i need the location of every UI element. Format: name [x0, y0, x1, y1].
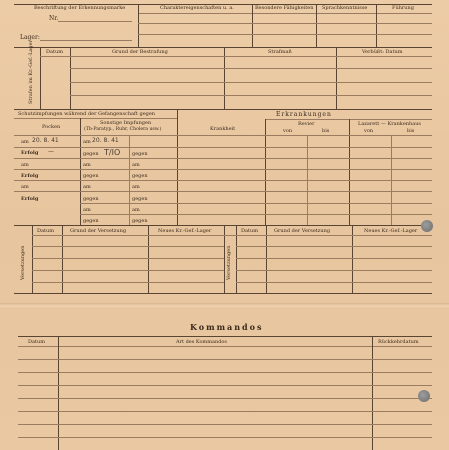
- strafen-side-label: Strafen im Kr.-Gef.-Lager: [28, 40, 34, 104]
- vers-hline-2: [32, 258, 224, 259]
- impf-sonst-gegen-3b: gegen: [132, 196, 148, 202]
- impf-sonstige-date: 20. 8. 41: [92, 137, 119, 144]
- kom-col-art: Art des Kommandos: [176, 339, 227, 345]
- erkrankungen-header: Erkrankungen: [276, 111, 332, 118]
- vers-r-col-datum: Datum: [241, 228, 258, 234]
- impf-row-line-4: [14, 180, 177, 181]
- impf-sonst-am-3b: am: [132, 184, 140, 190]
- impf-col-sonstige: Sonstige Impfungen: [100, 120, 152, 126]
- erk-hline-cols: [177, 135, 432, 136]
- top-bottom: [14, 47, 432, 48]
- vers-hline-8: [236, 282, 432, 283]
- col-charakter: Charaktereigenschaften u. a.: [160, 5, 234, 11]
- impf-sonst-gegen-4: gegen: [83, 218, 99, 224]
- mid-bottom: [14, 225, 432, 226]
- erk-revier-von: von: [283, 128, 293, 134]
- punch-hole-bottom: [418, 390, 430, 402]
- vers-r-col-neues: Neues Kr.-Gef.-Lager: [364, 228, 418, 234]
- erk-col-krankheit: Krankheit: [210, 126, 236, 132]
- strafen-bottom: [14, 109, 432, 110]
- impf-row-line-7: [80, 214, 177, 215]
- impf-row-am-3: am: [21, 184, 29, 190]
- vers-hline-4: [32, 282, 224, 283]
- lager-label: Lager:: [20, 34, 40, 41]
- paper-fold: [0, 303, 449, 309]
- impf-row-am-2: am: [21, 162, 29, 168]
- col-sprachen: Sprachkenntnisse: [322, 5, 368, 11]
- top-vline-2: [252, 4, 253, 47]
- vers-r-col-grund: Grund der Versetzung: [274, 228, 331, 234]
- vers-hline-6: [236, 258, 432, 259]
- vers-l-col-grund: Grund der Versetzung: [70, 228, 127, 234]
- impf-pocken-date: 20. 8. 41: [32, 137, 59, 144]
- impf-pocken-erfolg: —: [48, 148, 54, 155]
- impf-sonst-gegen-4b: gegen: [132, 218, 148, 224]
- vers-hline-5: [236, 246, 432, 247]
- vers-bottom: [14, 293, 432, 294]
- punch-hole-top: [421, 220, 433, 232]
- impf-sonst-am-1: am: [83, 139, 91, 145]
- vers-l-col-neues: Neues Kr.-Gef.-Lager: [158, 228, 212, 234]
- strafen-hline-0: [40, 56, 432, 57]
- impf-row-line-1: [14, 147, 177, 148]
- top-vline-1: [138, 4, 139, 47]
- vers-hline-7: [236, 270, 432, 271]
- vers-hline-1: [32, 246, 224, 247]
- kom-col-rueckkehr: Rückkehrdatum: [378, 339, 419, 345]
- col-fuehrung: Führung: [392, 5, 414, 11]
- col-beschriftung: Beschriftung der Erkennungsmarke: [34, 5, 126, 11]
- impf-row-erfolg-3: Erfolg: [21, 196, 39, 202]
- top-header-line: [138, 13, 432, 14]
- impf-col-pocken: Pocken: [42, 124, 61, 130]
- impf-row-erfolg-2: Erfolg: [21, 173, 39, 179]
- impf-row-line-2: [14, 158, 177, 159]
- top-row-line-1: [138, 23, 432, 24]
- kom-row-5: [18, 411, 432, 412]
- nr-line: [58, 21, 132, 22]
- strafen-col-datum: Datum: [46, 49, 63, 55]
- impf-row-line-5: [14, 191, 177, 192]
- impfungen-header: Schutzimpfungen während der Gefangenschaft gegen: [18, 111, 156, 117]
- impf-hline-cols: [14, 135, 177, 136]
- erk-laz-bis: bis: [407, 128, 415, 134]
- impf-vline-main: [177, 109, 178, 225]
- kommandos-title: Kommandos: [190, 322, 264, 332]
- impf-sonst-gegen-3: gegen: [83, 196, 99, 202]
- erk-row-5: [177, 191, 432, 192]
- kom-top: [18, 336, 432, 337]
- impf-row-am-1: am: [21, 139, 29, 145]
- erk-row-7: [177, 214, 432, 215]
- impf-sonst-gegen-2: gegen: [83, 173, 99, 179]
- top-vline-3: [316, 4, 317, 47]
- impf-row-line-6: [80, 203, 177, 204]
- vers-hline-0: [32, 235, 432, 236]
- strafen-col-verbuesst: Verbüßt: Datum: [362, 49, 403, 55]
- strafen-hline-3: [70, 95, 432, 96]
- vers-hline-3: [32, 270, 224, 271]
- kom-row-4: [18, 398, 432, 399]
- impf-sonst-am-4b: am: [132, 207, 140, 213]
- impf-row-erfolg-1: Erfolg: [21, 150, 39, 156]
- impf-sonst-am-4: am: [83, 207, 91, 213]
- erk-laz-von: von: [364, 128, 374, 134]
- kom-vline-1: [58, 336, 59, 450]
- strafen-col-grund: Grund der Bestrafung: [112, 49, 168, 55]
- top-row-line-2: [138, 34, 432, 35]
- impf-sonst-gegen-1b: gegen: [132, 151, 148, 157]
- kom-row-7: [18, 437, 432, 438]
- strafen-hline-2: [70, 82, 432, 83]
- erk-row-3: [177, 169, 432, 170]
- top-vline-4: [376, 4, 377, 47]
- versetzungen-side-left: Versetzungen: [20, 245, 26, 280]
- vers-l-col-datum: Datum: [37, 228, 54, 234]
- erk-row-1: [177, 147, 432, 148]
- erk-col-revier: Revier: [298, 121, 315, 127]
- erk-row-2: [177, 158, 432, 159]
- impf-sonst-gegen-1: gegen: [83, 151, 99, 157]
- erk-col-lazarett: Lazarett — Krankenhaus: [358, 121, 421, 127]
- kom-hline-header: [18, 346, 432, 347]
- impf-col-sonstige-sub: (Tb-Paratyp., Ruhr, Cholera usw.): [84, 127, 162, 132]
- erk-row-6: [177, 203, 432, 204]
- impf-sonst-gegen-2b: gegen: [132, 173, 148, 179]
- erk-row-4: [177, 180, 432, 181]
- kom-row-3: [18, 385, 432, 386]
- kom-row-1: [18, 359, 432, 360]
- kom-col-datum: Datum: [28, 339, 45, 345]
- versetzungen-side-right: Versetzungen: [226, 245, 232, 280]
- impf-row-line-3: [14, 169, 177, 170]
- kom-row-2: [18, 372, 432, 373]
- impf-sonst-am-2b: am: [132, 162, 140, 168]
- nr-label: Nr.: [49, 15, 59, 22]
- impf-sonstige-gegen: T/IO: [104, 148, 121, 157]
- erk-revier-bis: bis: [322, 128, 330, 134]
- impf-sonst-am-2: am: [83, 162, 91, 168]
- kom-vline-2: [372, 336, 373, 450]
- lager-line: [40, 40, 132, 41]
- impf-sonst-am-3: am: [83, 184, 91, 190]
- col-faehigkeiten: Besondere Fähigkeiten: [255, 5, 314, 11]
- impf-hline-header: [14, 118, 177, 119]
- strafen-hline-1: [70, 68, 432, 69]
- kom-row-6: [18, 424, 432, 425]
- strafen-col-strafmass: Strafmaß: [268, 49, 292, 55]
